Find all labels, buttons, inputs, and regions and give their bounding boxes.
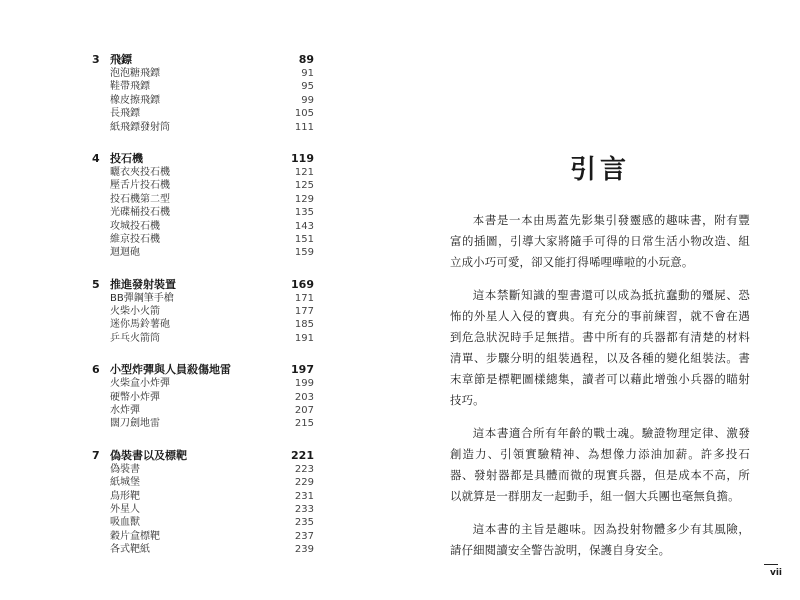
toc-entry[interactable] [92, 246, 314, 259]
entry-page: 231 [294, 490, 314, 502]
entry-title: 鳥形靶 [110, 490, 140, 502]
entry-page: 233 [294, 503, 314, 515]
toc-entry[interactable] [92, 292, 314, 305]
toc-entry[interactable] [92, 503, 314, 516]
entry-page: 229 [294, 477, 314, 489]
toc-entry[interactable] [92, 107, 314, 120]
entry-title: 泡泡糖飛鏢 [110, 68, 160, 79]
toc-entry[interactable] [92, 476, 314, 489]
toc-entry[interactable] [92, 417, 314, 430]
chapter-page: 221 [291, 448, 314, 462]
toc-chapter-heading[interactable] [92, 277, 314, 292]
entry-title: 乒乓火箭筒 [110, 332, 160, 344]
entry-page: 239 [294, 544, 314, 556]
intro-title: 引言 [569, 155, 630, 185]
entry-page: 191 [294, 332, 314, 344]
chapter-title: 推進發射裝置 [110, 277, 176, 291]
toc-entry[interactable] [92, 332, 314, 345]
entry-title: 曬衣夾投石機 [110, 166, 170, 178]
toc-entry[interactable] [92, 530, 314, 543]
entry-page: 237 [294, 530, 314, 542]
entry-title: 壓舌片投石機 [110, 180, 170, 192]
toc-chapter-heading[interactable] [92, 362, 314, 377]
intro-paragraph: 這本書的主旨是趣味。因為投射物體多少有其風險，請仔細閱讀安全警告說明，保護自身安全。 [450, 522, 750, 557]
entry-title: 長飛鏢 [110, 108, 140, 120]
entry-title: 光碟桶投石機 [110, 207, 170, 219]
entry-title: 投石機第二型 [110, 193, 170, 205]
toc-entry[interactable] [92, 391, 314, 404]
entry-page: 99 [301, 94, 314, 106]
toc-entry[interactable] [92, 516, 314, 529]
toc-chapter-heading[interactable] [92, 52, 314, 67]
toc-entry[interactable] [92, 318, 314, 331]
toc-chapter [92, 151, 314, 260]
entry-page: 129 [294, 193, 314, 205]
entry-page: 159 [294, 247, 314, 259]
chapter-number: 4 [92, 151, 100, 165]
toc-chapter [92, 362, 314, 431]
entry-page: 111 [294, 121, 314, 133]
entry-page: 177 [294, 306, 314, 318]
chapter-title: 飛鏢 [110, 53, 132, 66]
entry-page: 215 [294, 418, 314, 430]
entry-page: 199 [294, 378, 314, 390]
entry-page: 135 [294, 207, 314, 219]
entry-title: BB彈鋼筆手槍 [110, 292, 174, 304]
toc-chapter [92, 52, 314, 134]
entry-title: 攻城投石機 [110, 220, 160, 232]
toc-entry[interactable] [92, 80, 314, 93]
entry-title: 鞋帶飛鏢 [110, 81, 150, 93]
entry-page: 91 [301, 68, 314, 79]
entry-page: 235 [294, 517, 314, 529]
toc-chapter [92, 277, 314, 346]
entry-page: 171 [294, 292, 314, 304]
entry-title: 硬幣小炸彈 [110, 391, 160, 403]
toc-entry[interactable] [92, 94, 314, 107]
chapter-title: 偽裝書以及標靶 [110, 448, 187, 462]
entry-title: 穀片盒標靶 [110, 530, 160, 542]
page-number: vii [769, 568, 782, 578]
folio-rule [764, 564, 778, 565]
entry-title: 水炸彈 [110, 405, 140, 417]
toc-chapter [92, 448, 314, 557]
toc-entry[interactable] [92, 121, 314, 134]
entry-title: 外星人 [110, 503, 140, 515]
toc-entry[interactable] [92, 377, 314, 390]
chapter-number: 5 [92, 277, 100, 291]
toc-entry[interactable] [92, 193, 314, 206]
entry-title: 偽裝書 [110, 463, 140, 475]
entry-page: 95 [301, 81, 314, 93]
toc-entry[interactable] [92, 233, 314, 246]
table-of-contents [92, 52, 314, 574]
entry-title: 迷你馬鈴薯砲 [110, 319, 170, 331]
entry-title: 紙飛鏢發射筒 [110, 121, 170, 133]
entry-title: 火柴盒小炸彈 [110, 378, 170, 390]
chapter-title: 小型炸彈與人員殺傷地雷 [110, 363, 231, 377]
entry-title: 迴迴砲 [110, 247, 140, 259]
toc-chapter-heading[interactable] [92, 151, 314, 166]
intro-paragraph: 這本禁斷知識的聖書還可以成為抵抗蠢動的殭屍、恐怖的外星人入侵的寶典。有充分的事前練習，就不會在遇到危急狀況時手足無措。書中所有的兵器都有清楚的材料清單、步驟分明的組裝過程，以及各種的變化組裝法。書末章節是標靶圖樣總集，讀者可以藉此增強小兵器的瞄射技巧。 [450, 288, 750, 407]
chapter-page: 169 [291, 277, 314, 291]
toc-entry[interactable] [92, 305, 314, 318]
chapter-number: 6 [92, 363, 100, 377]
toc-entry[interactable] [92, 543, 314, 556]
chapter-title: 投石機 [110, 151, 143, 165]
entry-page: 125 [294, 180, 314, 192]
chapter-number: 3 [92, 53, 100, 66]
entry-title: 闊刀劍地雷 [110, 418, 160, 430]
toc-entry[interactable] [92, 179, 314, 192]
entry-title: 各式靶紙 [110, 544, 150, 556]
entry-page: 185 [294, 319, 314, 331]
entry-page: 121 [294, 166, 314, 178]
chapter-number: 7 [92, 448, 100, 462]
toc-entry[interactable] [92, 404, 314, 417]
toc-entry[interactable] [92, 490, 314, 503]
chapter-page: 119 [291, 151, 314, 165]
introduction [450, 150, 750, 573]
entry-title: 維京投石機 [110, 233, 160, 245]
intro-paragraph: 這本書適合所有年齡的戰士魂。驗證物理定律、激發創造力、引領實驗精神、為想像力添油加薪。許多投石器、發射器都是具體而微的現實兵器，但是成本不高，所以就算是一群朋友一起動手，組一個大兵團也毫無負擔。 [450, 426, 750, 503]
intro-paragraph: 本書是一本由馬蓋先影集引發靈感的趣味書，附有豐富的插圖，引導大家將隨手可得的日常生活小物改造、組立成小巧可愛，卻又能打得唏哩嘩啦的小玩意。 [450, 213, 750, 269]
toc-entry[interactable] [92, 463, 314, 476]
entry-page: 223 [294, 463, 314, 475]
entry-page: 151 [294, 233, 314, 245]
toc-entry[interactable] [92, 67, 314, 80]
entry-page: 207 [294, 405, 314, 417]
toc-entry[interactable] [92, 220, 314, 233]
toc-chapter-heading[interactable] [92, 448, 314, 463]
entry-title: 紙城堡 [110, 477, 140, 489]
toc-entry[interactable] [92, 206, 314, 219]
entry-title: 吸血獸 [110, 517, 140, 529]
entry-page: 203 [294, 391, 314, 403]
chapter-page: 89 [298, 53, 314, 66]
entry-title: 火柴小火箭 [110, 306, 160, 318]
entry-title: 橡皮擦飛鏢 [110, 94, 160, 106]
chapter-page: 197 [291, 363, 314, 377]
toc-entry[interactable] [92, 166, 314, 179]
entry-page: 143 [294, 220, 314, 232]
entry-page: 105 [294, 108, 314, 120]
